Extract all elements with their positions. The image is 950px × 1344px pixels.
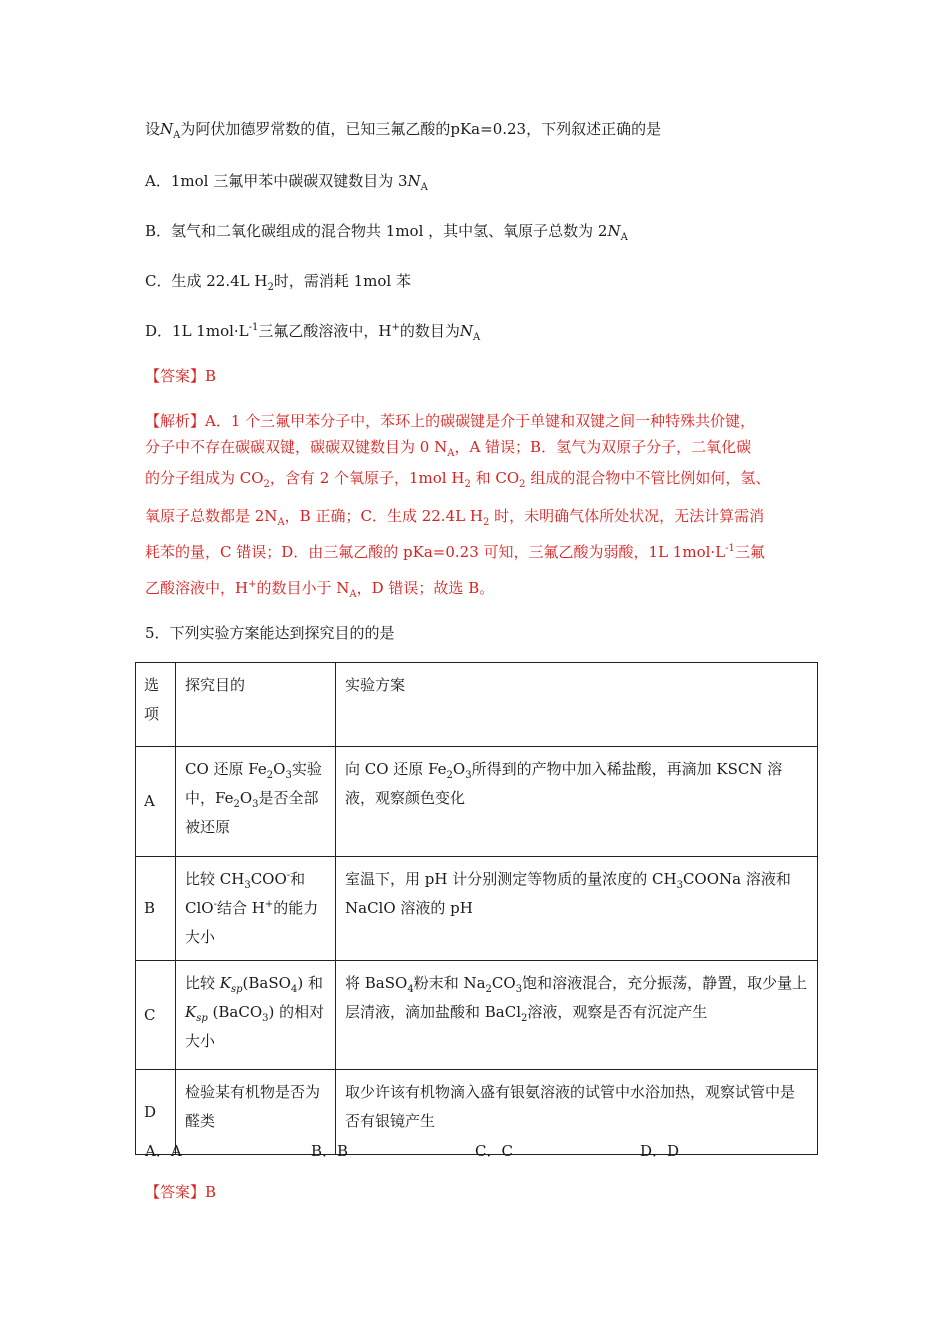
q4-option-a: A．1mol 三氟甲苯中碳碳双键数目为 $3N_A$ [145,172,428,193]
q4-stem: 设$N_A$为阿伏加德罗常数的值，已知三氟乙酸的pKa=0.23，下列叙述正确的是 [145,120,662,141]
row-plan: 向 CO 还原 $Fe_2O_3$所得到的产物中加入稀盐酸，再滴加 KSCN 溶液，观察颜色变化 [336,747,818,857]
row-plan: 取少许该有机物滴入盛有银氨溶液的试管中水浴加热，观察试管中是否有银镜产生 [336,1070,818,1155]
q4-explanation-line-5: 耗苯的量，C 错误；D．由三氟乙酸的 pKa=0.23 可知，三氟乙酸为弱酸，1L $1mol\cdot L^{-1}$三氟 [145,543,765,561]
row-option: A [136,747,176,857]
header-purpose: 探究目的 [176,663,336,747]
choice-c: C．C [475,1142,513,1160]
q4-explanation-line-3: 的分子组成为 $CO_2$，含有 2 个氧原子，1mol $H_2$ 和 $CO_2$ 组成的混合物中不管比例如何，氢、 [145,469,771,490]
table-header-row [136,663,818,747]
q5-answer: 【答案】B [145,1183,217,1201]
q4-option-b: B．氢气和二氧化碳组成的混合物共 1mol ，其中氢、氧原子总数为 $2N_A$ [145,222,628,243]
row-purpose: 比较 $K_{sp}(BaSO_4)$ 和 $K_{sp}$ (BaCO$_3$) 的相对大小 [176,961,336,1070]
q4-explanation-line-4: 氧原子总数都是 $2N_A$，B 正确；C．生成 22.4L $H_2$ 时，未明确气体所处状况，无法计算需消 [145,507,765,528]
row-purpose: CO 还原 $Fe_2O_3$实验中，$Fe_2O_3$是否全部被还原 [176,747,336,857]
q4-answer: 【答案】B [145,367,217,385]
q5-experiment-table [135,662,818,1155]
header-plan: 实验方案 [336,663,818,747]
q4-explanation-line-2: 分子中不存在碳碳双键，碳碳双键数目为 0 $N_A$，A 错误；B．氢气为双原子分子，二氧化碳 [145,438,752,459]
table-row [136,747,818,857]
q4-option-c: C．生成 22.4L $H_2$时，需消耗 1mol 苯 [145,272,411,293]
table-row [136,857,818,961]
q4-option-d: D．1L $1mol\cdot L^{-1}$三氟乙酸溶液中，H+的数目为$N_A$ [145,322,481,343]
row-purpose: 比较 $CH_3COO^-$和 ClO-结合 H+的能力大小 [176,857,336,961]
choice-b: B．B [311,1142,349,1160]
q4-explanation-line-1: 【解析】A．1 个三氟甲苯分子中，苯环上的碳碳键是介于单键和双键之间一种特殊共价键， [145,412,756,430]
row-purpose: 检验某有机物是否为醛类 [176,1070,336,1155]
na-symbol: N [160,120,174,138]
header-option: 选项 [136,663,176,747]
row-plan: 将 BaSO$_4$粉末和 $Na_2CO_3$饱和溶液混合，充分振荡，静置，取少量上层清液，滴加盐酸和 BaCl$_2$溶液，观察是否有沉淀产生 [336,961,818,1070]
choice-a: A．A [145,1142,182,1160]
row-option: C [136,961,176,1070]
q5-stem: 5．下列实验方案能达到探究目的的是 [145,624,395,642]
row-option: B [136,857,176,961]
row-option: D [136,1070,176,1155]
row-plan: 室温下，用 pH 计分别测定等物质的量浓度的 $CH_3COONa$ 溶液和 NaClO 溶液的 pH [336,857,818,961]
choice-d: D．D [640,1142,680,1160]
q4-explanation-line-6: 乙酸溶液中，H+的数目小于 $N_A$，D 错误；故选 B。 [145,579,495,600]
q5-choices [145,1140,845,1162]
table-row [136,961,818,1070]
